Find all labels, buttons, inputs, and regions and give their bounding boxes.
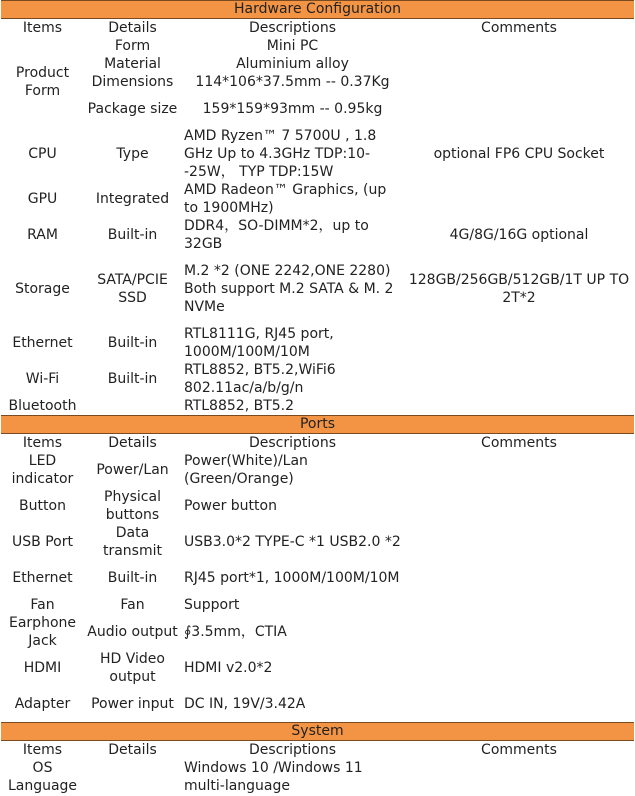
comment-cell xyxy=(404,777,634,795)
description-cell: Mini PC xyxy=(266,38,319,54)
item-cell: Wi-Fi xyxy=(25,371,60,387)
comment-cell xyxy=(404,488,634,524)
comment-cell: 128GB/256GB/512GB/1T UP TO 2T*2 xyxy=(408,272,630,306)
detail-cell: Form xyxy=(114,38,151,54)
item-cell: Fan xyxy=(30,597,55,613)
table-row xyxy=(1,488,634,524)
table-row xyxy=(1,759,634,777)
table-row xyxy=(1,524,634,560)
header-descriptions: Descriptions xyxy=(248,20,337,36)
section-title: Ports xyxy=(1,416,634,434)
detail-cell: Fan xyxy=(120,597,145,613)
item-cell: GPU xyxy=(27,191,58,207)
description-cell: DDR4，SO-DIMM*2，up to 32GB xyxy=(184,218,369,252)
table-row xyxy=(1,361,634,397)
description-cell: Power(White)/Lan (Green/Orange) xyxy=(184,453,308,487)
header-items: Items xyxy=(22,435,63,451)
detail-cell: Integrated xyxy=(95,191,170,207)
comment-cell xyxy=(404,37,634,55)
description-cell: RJ45 port*1, 1000M/100M/10M xyxy=(184,570,400,586)
section-system xyxy=(1,722,634,740)
detail-cell: Type xyxy=(116,146,149,162)
header-descriptions: Descriptions xyxy=(248,741,337,758)
header-comments: Comments xyxy=(481,741,557,758)
description-cell: ∮3.5mm，CTIA xyxy=(184,624,287,640)
description-cell: RTL8852, BT5.2 xyxy=(184,398,295,414)
description-cell: USB3.0*2 TYPE-C *1 USB2.0 *2 xyxy=(184,534,401,550)
table-row xyxy=(1,73,634,91)
comment-cell xyxy=(404,614,634,650)
item-cell: OS xyxy=(32,759,53,776)
item-cell: HDMI xyxy=(23,660,62,676)
description-cell: Power button xyxy=(184,498,277,514)
section-ports xyxy=(1,416,634,434)
header-details: Details xyxy=(108,20,157,36)
detail-cell: Dimensions xyxy=(91,74,174,90)
description-cell: DC IN, 19V/3.42A xyxy=(184,695,306,712)
header-items: Items xyxy=(22,20,63,36)
table-row xyxy=(1,614,634,650)
header-descriptions: Descriptions xyxy=(248,435,337,451)
item-cell: Storage xyxy=(15,281,70,297)
description-cell: HDMI v2.0*2 xyxy=(184,660,273,676)
detail-cell: SATA/PCIE SSD xyxy=(97,272,168,306)
header-comments: Comments xyxy=(481,435,557,451)
detail-cell: HD Video output xyxy=(100,651,165,685)
table-row xyxy=(1,217,634,253)
table-row xyxy=(1,253,634,325)
comment-cell xyxy=(404,73,634,91)
comment-cell xyxy=(404,325,634,361)
description-cell: Aluminium alloy xyxy=(236,56,349,72)
comment-cell: 4G/8G/16G optional xyxy=(449,227,589,243)
description-cell: 159*159*93mm -- 0.95kg xyxy=(202,101,383,117)
header-row xyxy=(1,19,634,38)
description-cell: Support xyxy=(184,597,240,613)
table-row xyxy=(1,560,634,596)
comment-cell xyxy=(404,361,634,397)
table-row xyxy=(1,452,634,488)
item-cell: Earphone Jack xyxy=(9,615,76,649)
description-cell: 114*106*37.5mm -- 0.37Kg xyxy=(195,74,390,90)
header-row xyxy=(1,740,634,759)
comment-cell xyxy=(404,560,634,596)
header-details: Details xyxy=(108,741,157,758)
detail-cell: Built-in xyxy=(107,371,158,387)
spec-table xyxy=(1,0,634,795)
description-cell: Windows 10 /Windows 11 xyxy=(184,759,363,776)
description-cell: multi-language xyxy=(184,777,291,794)
comment-cell xyxy=(404,759,634,777)
item-cell: USB Port xyxy=(12,534,73,550)
header-details: Details xyxy=(108,435,157,451)
detail-cell: Package size xyxy=(87,101,178,117)
comment-cell xyxy=(404,452,634,488)
detail-cell xyxy=(84,759,181,777)
detail-cell: Built-in xyxy=(107,335,158,351)
comment-cell xyxy=(404,596,634,614)
table-row xyxy=(1,596,634,614)
comment-cell xyxy=(404,91,634,127)
detail-cell: Physical buttons xyxy=(104,489,161,523)
comment-cell xyxy=(404,524,634,560)
description-cell: RTL8111G, RJ45 port, 1000M/100M/10M xyxy=(184,326,334,360)
section-title: System xyxy=(1,722,634,740)
comment-cell xyxy=(404,55,634,73)
item-cell: Ethernet xyxy=(12,335,73,351)
table-row xyxy=(1,777,634,795)
item-cell: Product Form xyxy=(15,65,70,99)
section-hardware xyxy=(1,1,634,19)
description-cell: RTL8852, BT5.2,WiFi6 802.11ac/a/b/g/n xyxy=(184,362,336,396)
section-title: Hardware Configuration xyxy=(1,1,634,19)
description-cell: M.2 *2 (ONE 2242,ONE 2280) Both support M.2 SATA & M. 2 NVMe xyxy=(184,263,394,315)
detail-cell: Audio output xyxy=(87,624,178,640)
table-row xyxy=(1,650,634,686)
detail-cell xyxy=(84,777,181,795)
table-row xyxy=(1,397,634,416)
comment-cell: optional FP6 CPU Socket xyxy=(433,146,605,162)
detail-cell: Power input xyxy=(91,695,174,712)
table-row xyxy=(1,686,634,722)
header-items: Items xyxy=(22,741,63,758)
table-row xyxy=(1,91,634,127)
table-row xyxy=(1,181,634,217)
description-cell: AMD Ryzen™ 7 5700U , 1.8 GHz Up to 4.3GHz TDP:10--25W， TYP TDP:15W xyxy=(184,128,377,180)
detail-cell: Built-in xyxy=(107,570,158,586)
detail-cell xyxy=(84,397,181,416)
detail-cell: Built-in xyxy=(107,227,158,243)
detail-cell: Data transmit xyxy=(102,525,162,559)
comment-cell xyxy=(404,650,634,686)
detail-cell: Power/Lan xyxy=(96,462,169,478)
table-row xyxy=(1,37,634,55)
comment-cell xyxy=(404,397,634,416)
item-cell: Bluetooth xyxy=(8,398,77,414)
comment-cell xyxy=(404,686,634,722)
item-cell: Ethernet xyxy=(12,570,73,586)
item-cell: Button xyxy=(19,498,66,514)
item-cell: Language xyxy=(7,777,78,794)
header-comments: Comments xyxy=(481,20,557,36)
comment-cell xyxy=(404,181,634,217)
item-cell: Adapter xyxy=(14,695,71,712)
table-row xyxy=(1,55,634,73)
item-cell: CPU xyxy=(28,146,57,162)
detail-cell: Material xyxy=(104,56,161,72)
header-row xyxy=(1,434,634,453)
item-cell: LED indicator xyxy=(11,453,74,487)
item-cell: RAM xyxy=(27,227,58,243)
table-row xyxy=(1,127,634,181)
description-cell: AMD Radeon™ Graphics, (up to 1900MHz) xyxy=(184,182,387,216)
table-row xyxy=(1,325,634,361)
